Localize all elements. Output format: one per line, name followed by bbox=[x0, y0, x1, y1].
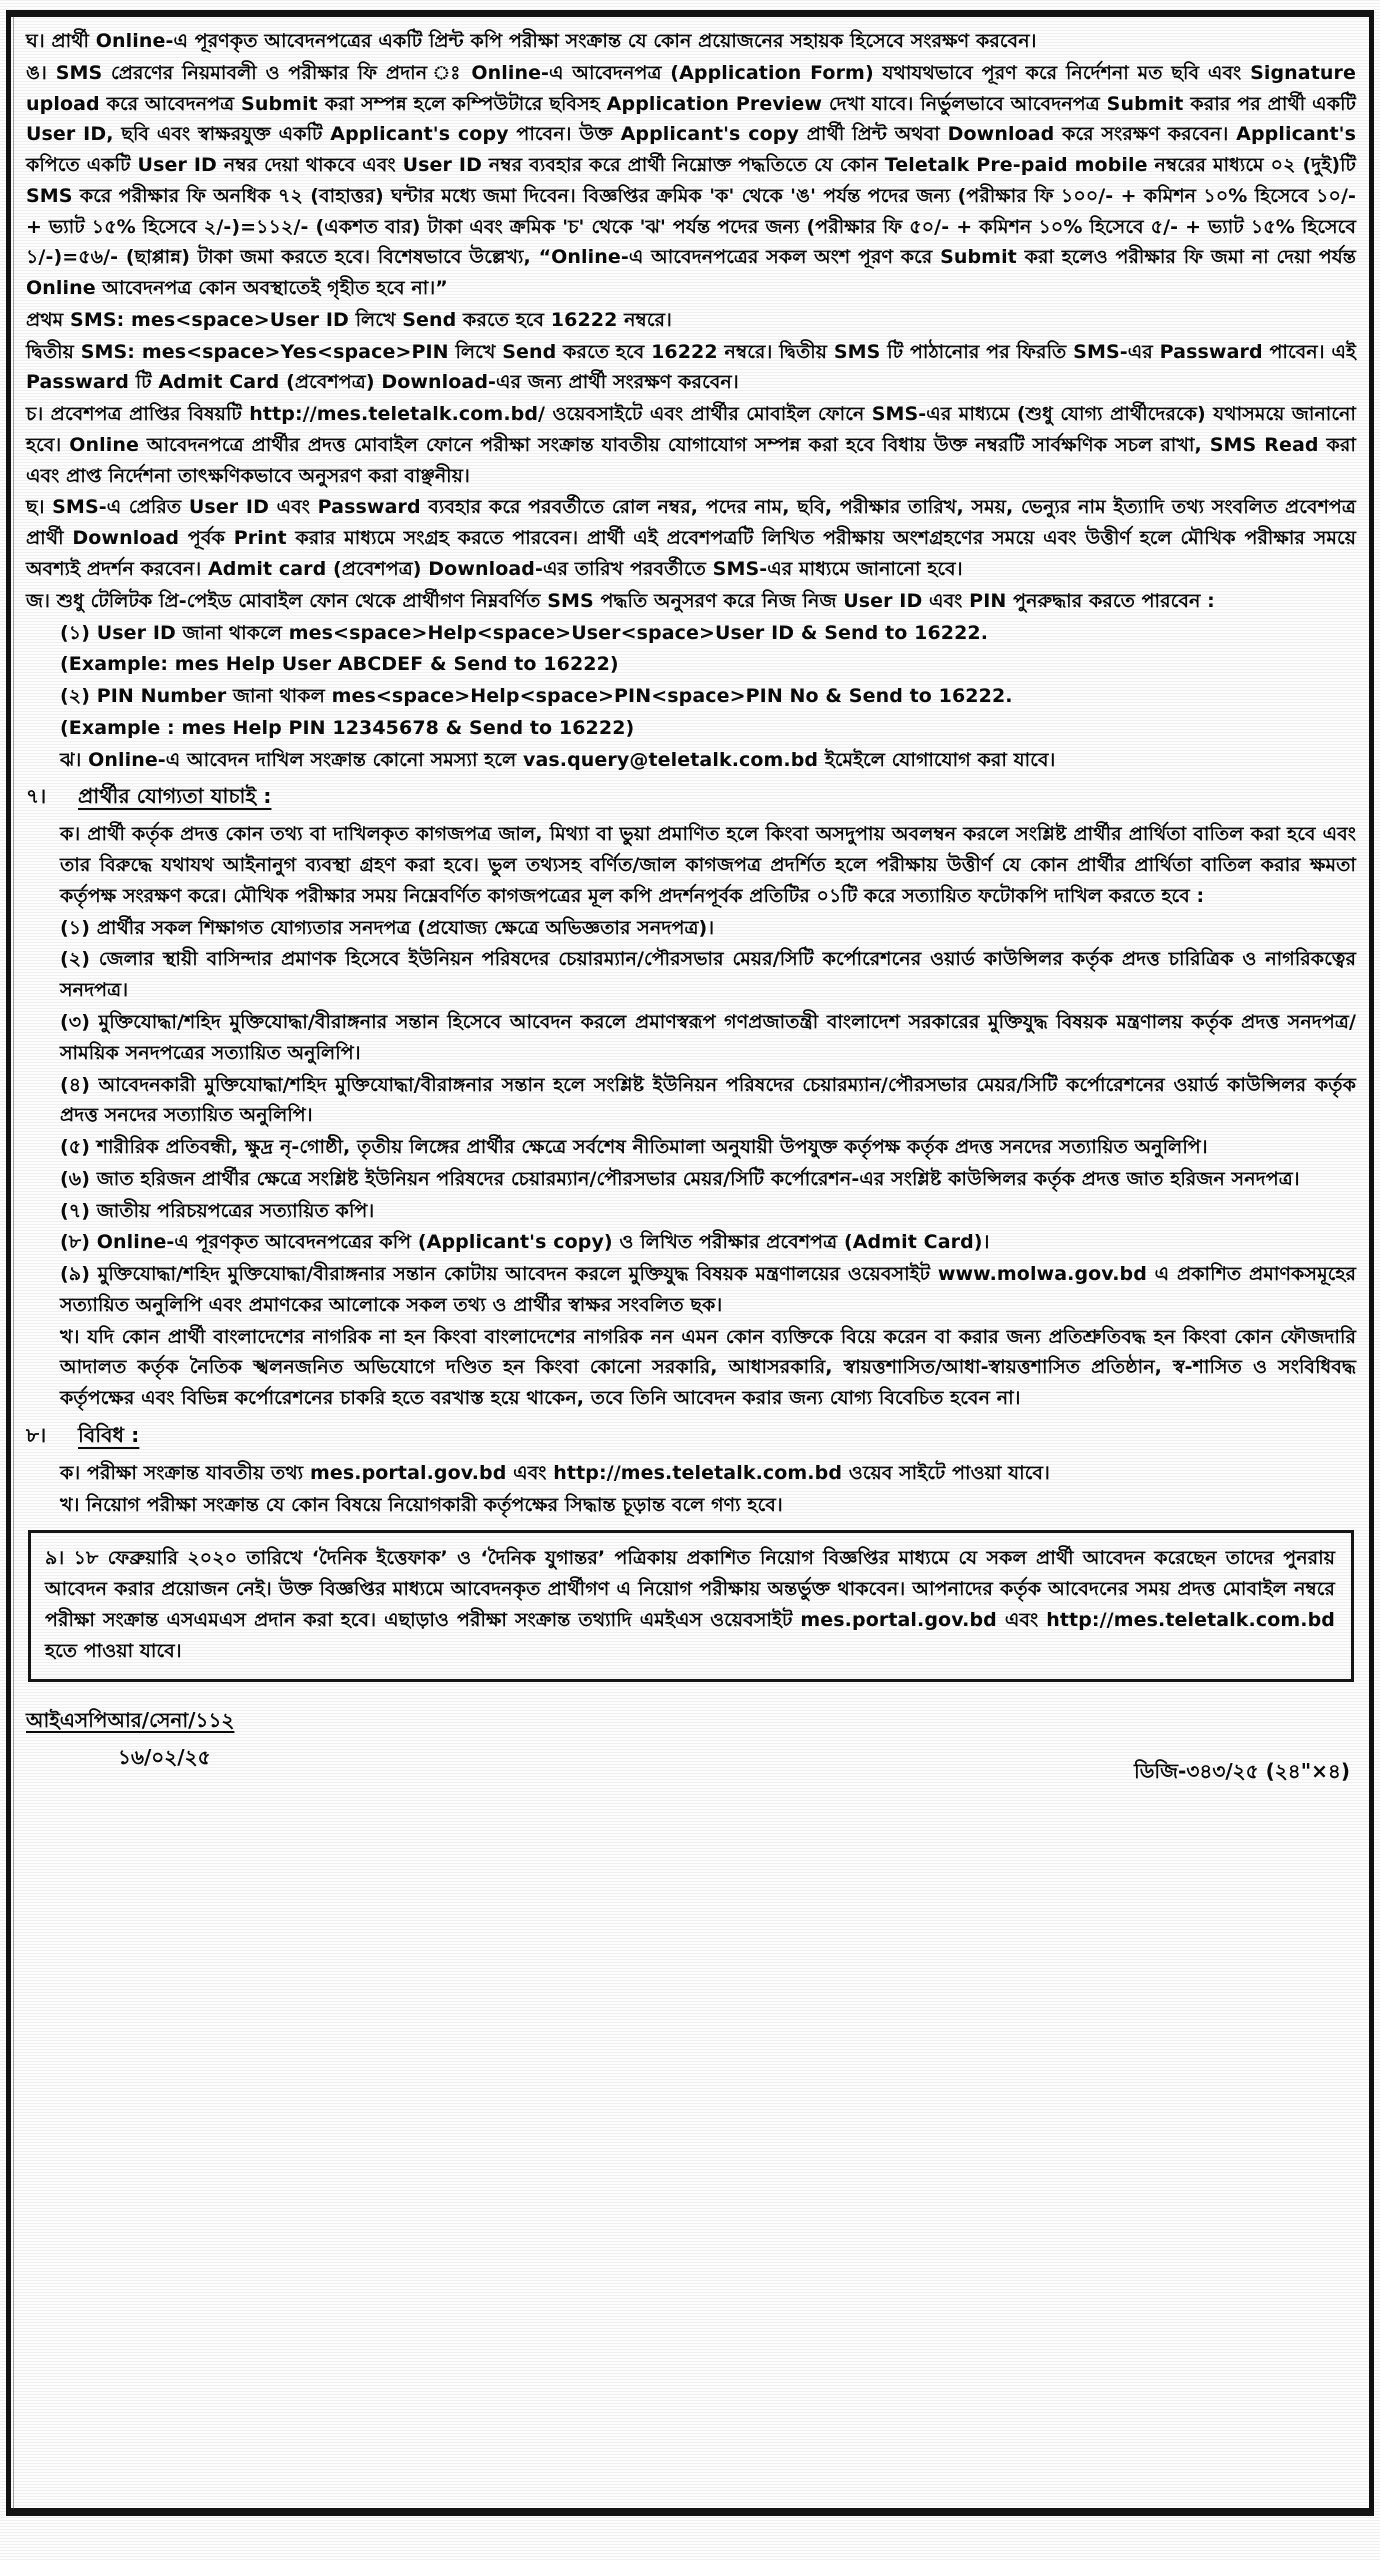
section-7-item-7: (৭) জাতীয় পরিচয়পত্রের সত্যায়িত কপি। bbox=[60, 1199, 375, 1222]
section-7-heading bbox=[26, 781, 1356, 815]
section-7-paragraph-kha: খ। যদি কোন প্রার্থী বাংলাদেশের নাগরিক না হন কিংবা বাংলাদেশের নাগরিক নন এমন কোন ব্যক্তিকে বিয়ে করেন বা করার জন্য প্রতিশ্রুতিবদ্ধ হন কিংবা কোন ফৌজদারি আদালত কর্তৃক নৈতিক স্খলনজনিত অভিযোগে দণ্ডিত হন কিংবা কোনো সরকারি, আধাসরকারি, স্বায়ত্তশাসিত/আধা-স্বায়ত্তশাসিত প্রতিষ্ঠান, স্ব-শাসিত ও সংবিধিবদ্ধ কর্তৃপক্ষের এবং বিভিন্ন কর্পোরেশনের চাকরি হতে বরখাস্ত হয়ে থাকেন, তবে তিনি আবেদন করার জন্য যোগ্য বিবেচিত হবেন না। bbox=[60, 1325, 1356, 1410]
paragraph-uo-body: Online-এ আবেদনপত্র (Application Form) যথাযথভাবে পূরণ করে নির্দেশনা মত ছবি এবং Signature upload করে আবেদনপত্র Submit করা সম্পন্ন হলে কম্পিউটারে ছবিসহ Application Preview দেখা যাবে। নির্ভুলভাবে আবেদনপত্র Submit করার পর প্রার্থী একটি User ID, ছবি এবং স্বাক্ষরযুক্ত একটি Applicant's copy পাবেন। উক্ত Applicant's copy প্রার্থী প্রিন্ট অথবা Download করে সংরক্ষণ করবেন। Applicant's কপিতে একটি User ID নম্বর দেয়া থাকবে এবং User ID নম্বর ব্যবহার করে প্রার্থী নিম্নোক্ত পদ্ধতিতে যে কোন Teletalk Pre-paid mobile নম্বরের মাধ্যমে ০২ (দুই)টি SMS করে পরীক্ষার ফি অনধিক ৭২ (বাহাত্তর) ঘন্টার মধ্যে জমা দিবেন। বিজ্ঞপ্তির ক্রমিক 'ক' থেকে 'ঙ' পর্যন্ত পদের জন্য (পরীক্ষার ফি ১০০/- + কমিশন ১০% হিসেবে ১০/- + ভ্যাট ১৫% হিসেবে ২/-)=১১২/- (একশত বার) টাকা এবং ক্রমিক 'চ' থেকে 'ঝ' পর্যন্ত পদের জন্য (পরীক্ষার ফি ৫০/- + কমিশন ১০% হিসেবে ৫/- + ভ্যাট ১৫% হিসেবে ১/-)=৫৬/- (ছাপ্পান্ন) টাকা জমা করতে হবে। বিশেষভাবে উল্লেখ্য, bbox=[26, 61, 1356, 269]
ispr-reference: আইএসপিআর/সেনা/১১২ bbox=[26, 1707, 235, 1732]
section-8-heading bbox=[26, 1420, 1356, 1454]
section-8-paragraph-ka: ক। পরীক্ষা সংক্রান্ত যাবতীয় তথ্য mes.portal.gov.bd এবং http://mes.teletalk.com.bd ওয়েব সাইটে পাওয়া যাবে। bbox=[60, 1461, 1050, 1484]
paragraph-uo-heading: ঙ। SMS প্রেরণের নিয়মাবলী ও পরীক্ষার ফি প্রদান ঃ bbox=[26, 61, 463, 84]
recover-pin-item: (২) PIN Number জানা থাকল mes<space>Help<space>PIN<space>PIN No & Send to 16222. bbox=[60, 685, 1013, 708]
section-7-item-3: (৩) মুক্তিযোদ্ধা/শহিদ মুক্তিযোদ্ধা/বীরাঙ্গনার সন্তান হিসেবে আবেদন করলে প্রমাণস্বরূপ গণপ্রজাতন্ত্রী বাংলাদেশ সরকারের মুক্তিযুদ্ধ বিষয়ক মন্ত্রণালয় কর্তৃক প্রদত্ত সনদপত্র/সাময়িক সনদপত্রের সত্যায়িত অনুলিপি। bbox=[60, 1010, 1356, 1064]
section-7-item-6: (৬) জাত হরিজন প্রার্থীর ক্ষেত্রে সংশ্লিষ্ট ইউনিয়ন পরিষদের চেয়ারম্যান/পৌরসভার মেয়র/সিটি কর্পোরেশন-এর সংশ্লিষ্ট কাউন্সিলর কর্তৃক প্রদত্ত জাত হরিজন সনদপত্র। bbox=[60, 1167, 1300, 1190]
section-7-number: ৭। bbox=[26, 784, 47, 809]
section-7-title: প্রার্থীর যোগ্যতা যাচাই : bbox=[78, 784, 272, 809]
section-7-item-2: (২) জেলার স্থায়ী বাসিন্দার প্রমাণক হিসেবে ইউনিয়ন পরিষদের চেয়ারম্যান/পৌরসভার মেয়র/সিটি কর্পোরেশনের ওয়ার্ড কাউন্সিলর কর্তৃক প্রদত্ত চারিত্রিক ও নাগরিকত্বের সনদপত্র। bbox=[60, 948, 1356, 1002]
section-7-item-1: (১) প্রার্থীর সকল শিক্ষাগত যোগ্যতার সনদপত্র (প্রযোজ্য ক্ষেত্রে অভিজ্ঞতার সনদপত্র)। bbox=[60, 916, 715, 939]
section-8-number: ৮। bbox=[26, 1422, 47, 1447]
sms-second-instruction: দ্বিতীয় SMS: mes<space>Yes<space>PIN লিখে Send করতে হবে 16222 নম্বরে। দ্বিতীয় SMS টি পাঠানোর পর ফিরতি SMS-এর Passward পাবেন। এই Passward টি Admit Card (প্রবেশপত্র) Download-এর জন্য প্রার্থী সংরক্ষণ করবেন। bbox=[26, 340, 1356, 394]
section-7-item-5: (৫) শারীরিক প্রতিবন্ধী, ক্ষুদ্র নৃ-গোষ্ঠী, তৃতীয় লিঙ্গের প্রার্থীর ক্ষেত্রে সর্বশেষ নীতিমালা অনুযায়ী উপযুক্ত কর্তৃপক্ষ কর্তৃক প্রদত্ত সনদের সত্যায়িত অনুলিপি। bbox=[60, 1136, 1208, 1159]
paragraph-jha: ঝ। Online-এ আবেদন দাখিল সংক্রান্ত কোনো সমস্যা হলে vas.query@teletalk.com.bd ইমেইলে যোগাযোগ করা যাবে। bbox=[60, 748, 1056, 771]
recover-user-id-item: (১) User ID জানা থাকলে mes<space>Help<space>User<space>User ID & Send to 16222. bbox=[60, 621, 989, 644]
section-7-paragraph-ka: ক। প্রার্থী কর্তৃক প্রদত্ত কোন তথ্য বা দাখিলকৃত কাগজপত্র জাল, মিথ্যা বা ভুয়া প্রমাণিত হলে কিংবা অসদুপায় অবলম্বন করলে সংশ্লিষ্ট প্রার্থীর প্রার্থিতা বাতিল করা হবে এবং তার বিরুদ্ধে যথাযথ আইনানুগ ব্যবস্থা গ্রহণ করা হবে। ভুল তথ্যসহ বর্ণিত/জাল কাগজপত্র প্রদর্শিত হলে পরীক্ষায় উত্তীর্ণ যে কোন প্রার্থীর প্রার্থিতা বাতিল করার ক্ষমতা কর্তৃপক্ষ সংরক্ষণ করে। মৌখিক পরীক্ষার সময় নিম্নেবর্ণিত কাগজপত্রের মূল কপি প্রদর্শনপূর্বক প্রতিটির ০১টি করে সত্যায়িত ফটোকপি দাখিল করতে হবে : bbox=[60, 823, 1356, 907]
section-8-title: বিবিধ : bbox=[78, 1422, 140, 1447]
document-footer bbox=[26, 1706, 1356, 1798]
dg-code: ডিজি-৩৪৩/২৫ (২৪"×৪) bbox=[1133, 1758, 1350, 1783]
document-body bbox=[26, 26, 1356, 2502]
paragraph-gha: ঘ। প্রার্থী Online-এ পূরণকৃত আবেদনপত্রের একটি প্রিন্ট কপি পরীক্ষা সংক্রান্ত যে কোন প্রয়োজনের সহায়ক হিসেবে সংরক্ষণ করবেন। bbox=[26, 30, 1037, 52]
paragraph-uo bbox=[26, 58, 1356, 304]
recover-pin-example: (Example : mes Help PIN 12345678 & Send to 16222) bbox=[60, 716, 635, 739]
paragraph-ja: জ। শুধু টেলিটক প্রি-পেইড মোবাইল ফোন থেকে প্রার্থীগণ নিম্নবর্ণিত SMS পদ্ধতি অনুসরণ করে নিজ নিজ User ID এবং PIN পুনরুদ্ধার করতে পারবেন : bbox=[26, 589, 1215, 612]
section-7-item-9: (৯) মুক্তিযোদ্ধা/শহিদ মুক্তিযোদ্ধা/বীরাঙ্গনার সন্তান কোটায় আবেদন করলে মুক্তিযুদ্ধ বিষয়ক মন্ত্রণালয়ের ওয়েবসাইট www.molwa.gov.bd এ প্রকাশিত প্রমাণকসমূহের সত্যায়িত অনুলিপি এবং প্রমাণকের আলোকে সকল তথ্য ও প্রার্থীর স্বাক্ষর সংবলিত ছক। bbox=[60, 1263, 1356, 1316]
notice-box-text: ৯। ১৮ ফেব্রুয়ারি ২০২০ তারিখে ‘দৈনিক ইত্তেফাক’ ও ‘দৈনিক যুগান্তর’ পত্রিকায় প্রকাশিত নিয়োগ বিজ্ঞপ্তির মাধ্যমে যে সকল প্রার্থী আবেদন করেছেন তাদের পুনরায় আবেদন করার প্রয়োজন নেই। উক্ত বিজ্ঞপ্তির মাধ্যমে আবেদনকৃত প্রার্থীগণ এ নিয়োগ পরীক্ষায় অন্তর্ভুক্ত থাকবেন। আপনাদের কর্তৃক আবেদনের সময় প্রদত্ত মোবাইল নম্বরে পরীক্ষা সংক্রান্ত এসএমএস প্রদান করা হবে। এছাড়াও পরীক্ষা সংক্রান্ত তথ্যাদি এমইএস ওয়েবসাইট mes.portal.gov.bd এবং http://mes.teletalk.com.bd হতে পাওয়া যাবে। bbox=[45, 1547, 1335, 1662]
paragraph-uo-quote: “Online-এ আবেদনপত্রের সকল অংশ পূরণ করে Submit করা হলেও পরীক্ষার ফি জমা না দেয়া পর্যন্ত Online আবেদনপত্র কোন অবস্থাতেই গৃহীত হবে না।” bbox=[26, 246, 1356, 300]
sms-first-instruction: প্রথম SMS: mes<space>User ID লিখে Send করতে হবে 16222 নম্বরে। bbox=[26, 308, 672, 331]
paragraph-cha: চ। প্রবেশপত্র প্রাপ্তির বিষয়টি http://mes.teletalk.com.bd/ ওয়েবসাইটে এবং প্রার্থীর মোবাইল ফোনে SMS-এর মাধ্যমে (শুধু যোগ্য প্রার্থীদেরকে) যথাসময়ে জানানো হবে। Online আবেদনপত্রে প্রার্থীর প্রদত্ত মোবাইল ফোনে পরীক্ষা সংক্রান্ত যাবতীয় যোগাযোগ সম্পন্ন করা হবে বিধায় উক্ত নম্বরটি সার্বক্ষণিক সচল রাখা, SMS Read করা এবং প্রাপ্ত নির্দেশনা তাৎক্ষণিকভাবে অনুসরণ করা বাঞ্ছনীয়। bbox=[26, 403, 1356, 487]
section-7-item-8: (৮) Online-এ পূরণকৃত আবেদনপত্রের কপি (Applicant's copy) ও লিখিত পরীক্ষার প্রবেশপত্র (Admit Card)। bbox=[60, 1231, 990, 1254]
recover-user-id-example: (Example: mes Help User ABCDEF & Send to 16222) bbox=[60, 653, 619, 676]
notice-box-item-9 bbox=[28, 1530, 1354, 1681]
footer-date: ১৬/০২/২৫ bbox=[118, 1744, 211, 1769]
section-7-item-4: (৪) আবেদনকারী মুক্তিযোদ্ধা/শহিদ মুক্তিযোদ্ধা/বীরাঙ্গনার সন্তান হলে সংশ্লিষ্ট ইউনিয়ন পরিষদের চেয়ারম্যান/পৌরসভার মেয়র/সিটি কর্পোরেশনের ওয়ার্ড কাউন্সিলর কর্তৃক প্রদত্ত সনদের সত্যায়িত অনুলিপি। bbox=[60, 1073, 1356, 1127]
section-8-paragraph-kha: খ। নিয়োগ পরীক্ষা সংক্রান্ত যে কোন বিষয়ে নিয়োগকারী কর্তৃপক্ষের সিদ্ধান্ত চূড়ান্ত বলে গণ্য হবে। bbox=[60, 1493, 783, 1516]
paragraph-chha: ছ। SMS-এ প্রেরিত User ID এবং Passward ব্যবহার করে পরবর্তীতে রোল নম্বর, পদের নাম, ছবি, পরীক্ষার তারিখ, সময়, ভেন্যুর নাম ইত্যাদি তথ্য সংবলিত প্রবেশপত্র প্রার্থী Download পূর্বক Print করার মাধ্যমে সংগ্রহ করতে পারবেন। প্রার্থী এই প্রবেশপত্রটি লিখিত পরীক্ষায় অংশগ্রহণের সময়ে এবং উত্তীর্ণ হলে মৌখিক পরীক্ষার সময়ে অবশ্যই প্রদর্শন করবেন। Admit card (প্রবেশপত্র) Download-এর তারিখ পরবর্তীতে SMS-এর মাধ্যমে জানানো হবে। bbox=[26, 496, 1356, 581]
